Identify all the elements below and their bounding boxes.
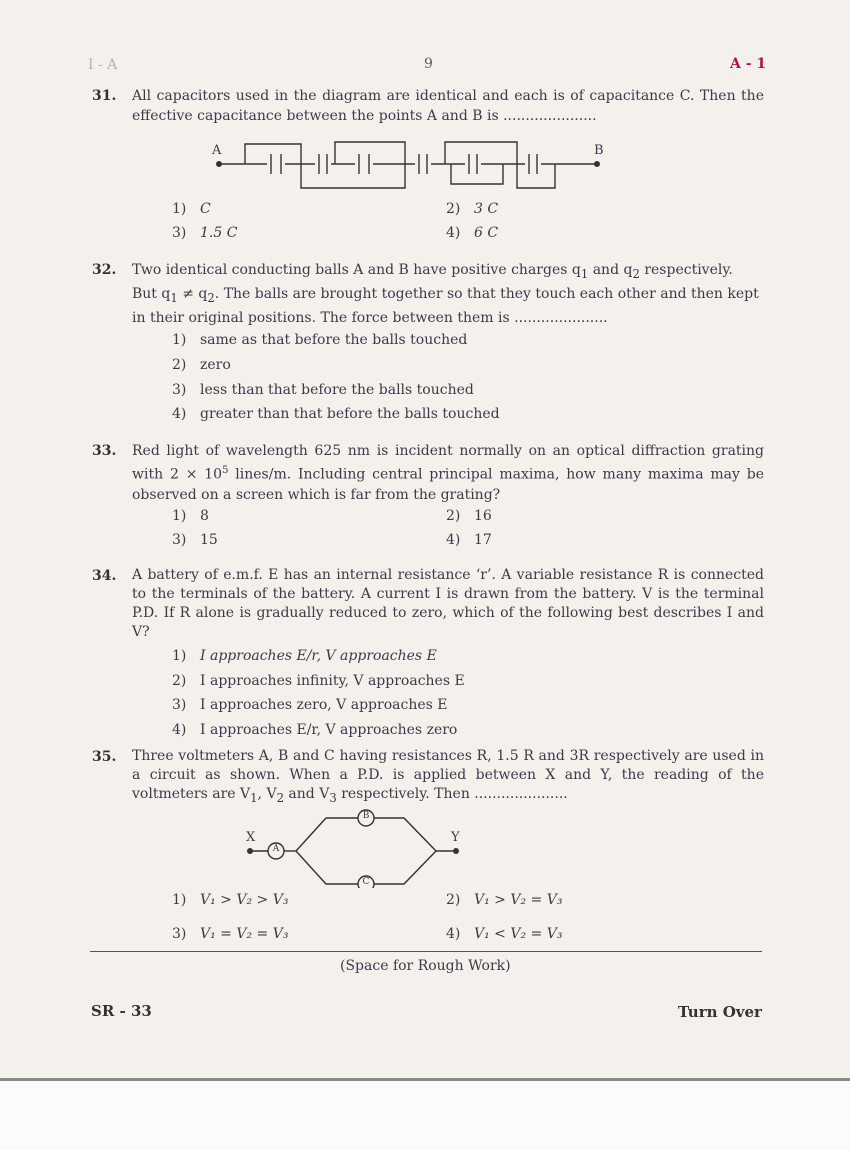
question-number: 32.	[92, 262, 117, 278]
option-2: 2) V₁ > V₂ = V₃	[446, 892, 563, 908]
option-4: 4) I approaches E/r, V approaches zero	[172, 722, 458, 738]
question-text: Two identical conducting balls A and B have positive charges $q_1$ and $q_2$ respectively. But $q_1 \ne q_2$. The balls are brought together so that they touch each other and then kept in their original positions. The force between them is .....................	[132, 262, 759, 326]
option-3: 3) 1.5 C	[172, 225, 238, 241]
option-4: 4) V₁ < V₂ = V₃	[446, 926, 563, 942]
scan-margin	[0, 1081, 850, 1150]
question-number: 33.	[92, 443, 117, 459]
option-3: 3) 15	[172, 532, 218, 548]
option-1: 1) I approaches E/r, V approaches E	[172, 648, 437, 664]
option-2: 2) 16	[446, 508, 492, 524]
point-a-label: A	[212, 143, 222, 158]
option-4: 4) greater than that before the balls touched	[172, 406, 500, 422]
question-number: 31.	[92, 88, 117, 104]
capacitor-circuit-diagram	[205, 138, 615, 198]
option-2: 2) 3 C	[446, 201, 499, 217]
option-2: 2) I approaches infinity, V approaches E	[172, 673, 465, 689]
page-number: 9	[424, 56, 433, 72]
voltmeter-a-label: A	[272, 844, 280, 854]
footer-code: SR - 33	[91, 1002, 152, 1020]
option-1: 1) V₁ > V₂ > V₃	[172, 892, 289, 908]
option-4: 4) 6 C	[446, 225, 499, 241]
option-3: 3) less than that before the balls touched	[172, 382, 474, 398]
rough-work-label: (Space for Rough Work)	[340, 958, 511, 974]
option-3: 3) I approaches zero, V approaches E	[172, 697, 448, 713]
terminal-x-label: X	[246, 830, 256, 845]
option-3: 3) V₁ = V₂ = V₃	[172, 926, 289, 942]
voltmeter-c-label: C	[362, 877, 370, 887]
option-1: 1) C	[172, 201, 211, 217]
header-left: I - A	[88, 57, 118, 73]
question-text: Three voltmeters A, B and C having resistances R, 1.5 R and 3R respectively are used in a circuit as shown. When a P.D. is applied between X and Y, the reading of the voltmeters are $V_1$, $V_2$ and $V_3$ respectively. Then .....................	[132, 748, 764, 805]
voltmeter-b-label: B	[362, 811, 370, 821]
question-text: All capacitors used in the diagram are identical and each is of capacitance C. Then the effective capacitance between the points A and B is .....................	[132, 88, 764, 124]
question-text: Red light of wavelength 625 nm is incident normally on an optical diffraction grating with $2 \times 10^5$ lines/m. Including central principal maxima, how many maxima may be observed on a screen which is far from the grating?	[132, 443, 764, 503]
option-2: 2) zero	[172, 357, 231, 373]
option-1: 1) 8	[172, 508, 209, 524]
question-number: 35.	[92, 749, 117, 765]
terminal-y-label: Y	[451, 830, 460, 845]
paper-code: A - 1	[730, 56, 767, 72]
question-text: A battery of e.m.f. E has an internal resistance ‘r’. A variable resistance R is connected to the terminals of the battery. A current I is drawn from the battery. V is the terminal P.D. If R alone is gradually reduced to zero, which of the following best describes I and V?	[132, 567, 764, 640]
option-4: 4) 17	[446, 532, 492, 548]
option-1: 1) same as that before the balls touched	[172, 332, 468, 348]
question-number: 34.	[92, 568, 117, 584]
turn-over-label: Turn Over	[678, 1003, 762, 1021]
point-b-label: B	[594, 143, 604, 158]
divider	[90, 951, 762, 952]
